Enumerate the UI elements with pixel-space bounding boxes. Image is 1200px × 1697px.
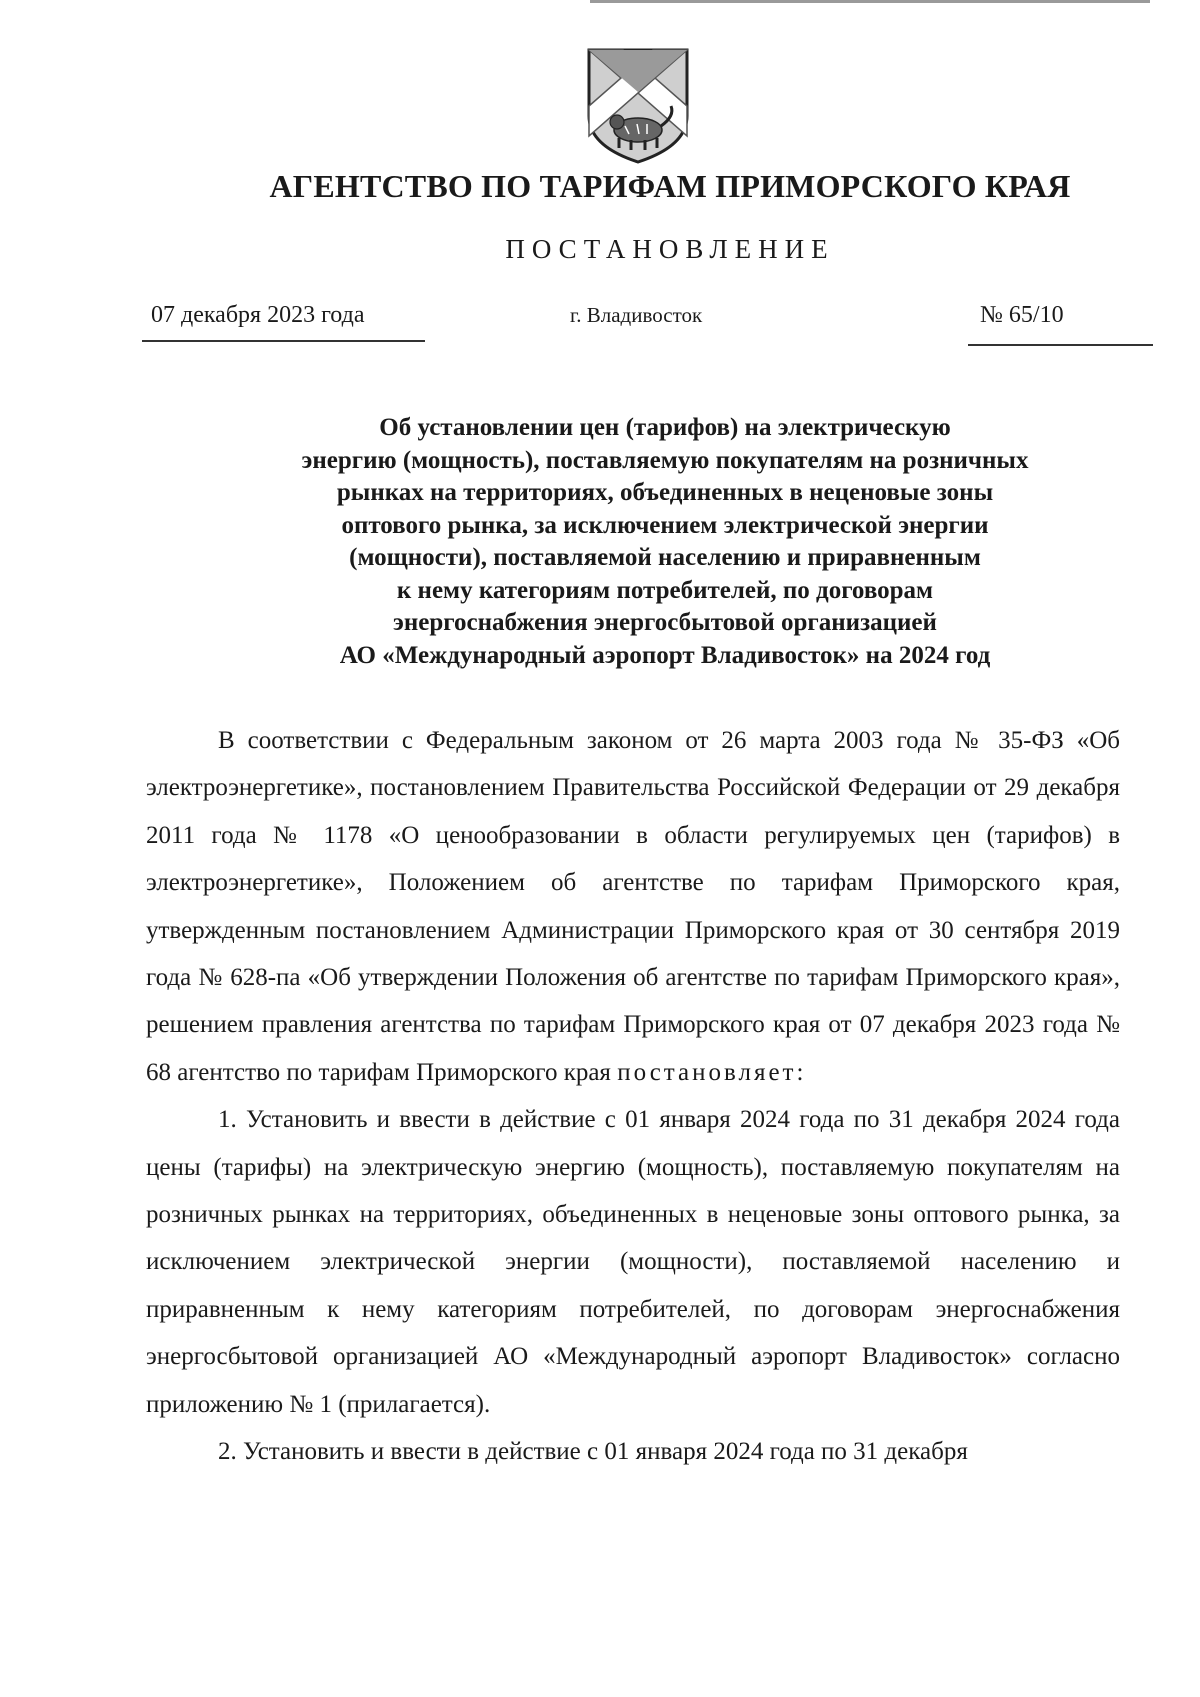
preamble-text: В соответствии с Федеральным законом от 26 марта 2003 года № 35-ФЗ «Об электроэнергетике», постановлением Правительства Российской Федерации от 29 декабря 2011 года № 1178 «О ценообразовании в области регулируемых цен (тарифов) в электроэнергетике», Положением об агентстве по тарифам Приморского края, утвержденным постановлением Администрации Приморского края от 30 сентября 2019 года № 628-па «Об утверждении Положения об агентстве по тарифам Приморского края», решением правления агентства по тарифам Приморского края от 07 декабря 2023 года № 68 агентство по тарифам Приморского края — [146, 727, 1120, 1086]
date-underline — [142, 340, 425, 342]
document-body — [146, 717, 1120, 1476]
title-line: к нему категориям потребителей, по договорам — [396, 576, 934, 604]
item-1-paragraph: 1. Установить и ввести в действие с 01 января 2024 года по 31 декабря 2024 года цены (тарифы) на электрическую энергию (мощность), поставляемую покупателям на розничных рынках на территориях, объединенных в неценовые зоны оптового рынка, за исключением электрической энергии (мощности), поставляемой населению и приравненным к нему категориям потребителей, по договорам энергоснабжения энергосбытовой организацией АО «Международный аэропорт Владивосток» согласно приложению № 1 (прилагается). — [146, 1106, 1120, 1418]
title-line: энергоснабжения энергосбытовой организацией — [393, 609, 937, 636]
coat-of-arms-icon — [583, 46, 693, 166]
number-underline — [968, 344, 1153, 346]
document-title — [140, 412, 1190, 672]
title-line: оптового рынка, за исключением электрической энергии — [341, 511, 989, 539]
preamble-paragraph — [146, 717, 1120, 1096]
title-line: АО «Международный аэропорт Владивосток» на 2024 год — [339, 641, 991, 669]
title-line: энергию (мощность), поставляемую покупателям на розничных — [301, 446, 1029, 474]
document-type: ПОСТАНОВЛЕНИЕ — [505, 234, 835, 264]
title-line: (мощности), поставляемой населению и приравненным — [349, 544, 981, 571]
title-line: Об установлении цен (тарифов) на электрическую — [379, 414, 951, 441]
scan-edge — [590, 0, 1150, 3]
item-2-paragraph: 2. Установить и ввести в действие с 01 января 2024 года по 31 декабря — [218, 1438, 968, 1466]
agency-name: АГЕНТСТВО ПО ТАРИФАМ ПРИМОРСКОГО КРАЯ — [269, 168, 1071, 204]
resolves-word: постановляет: — [617, 1058, 807, 1086]
title-line: рынках на территориях, объединенных в неценовые зоны — [336, 479, 994, 506]
document-city: г. Владивосток — [570, 303, 703, 327]
document-number: № 65/10 — [980, 302, 1064, 328]
document-date: 07 декабря 2023 года — [151, 302, 365, 328]
